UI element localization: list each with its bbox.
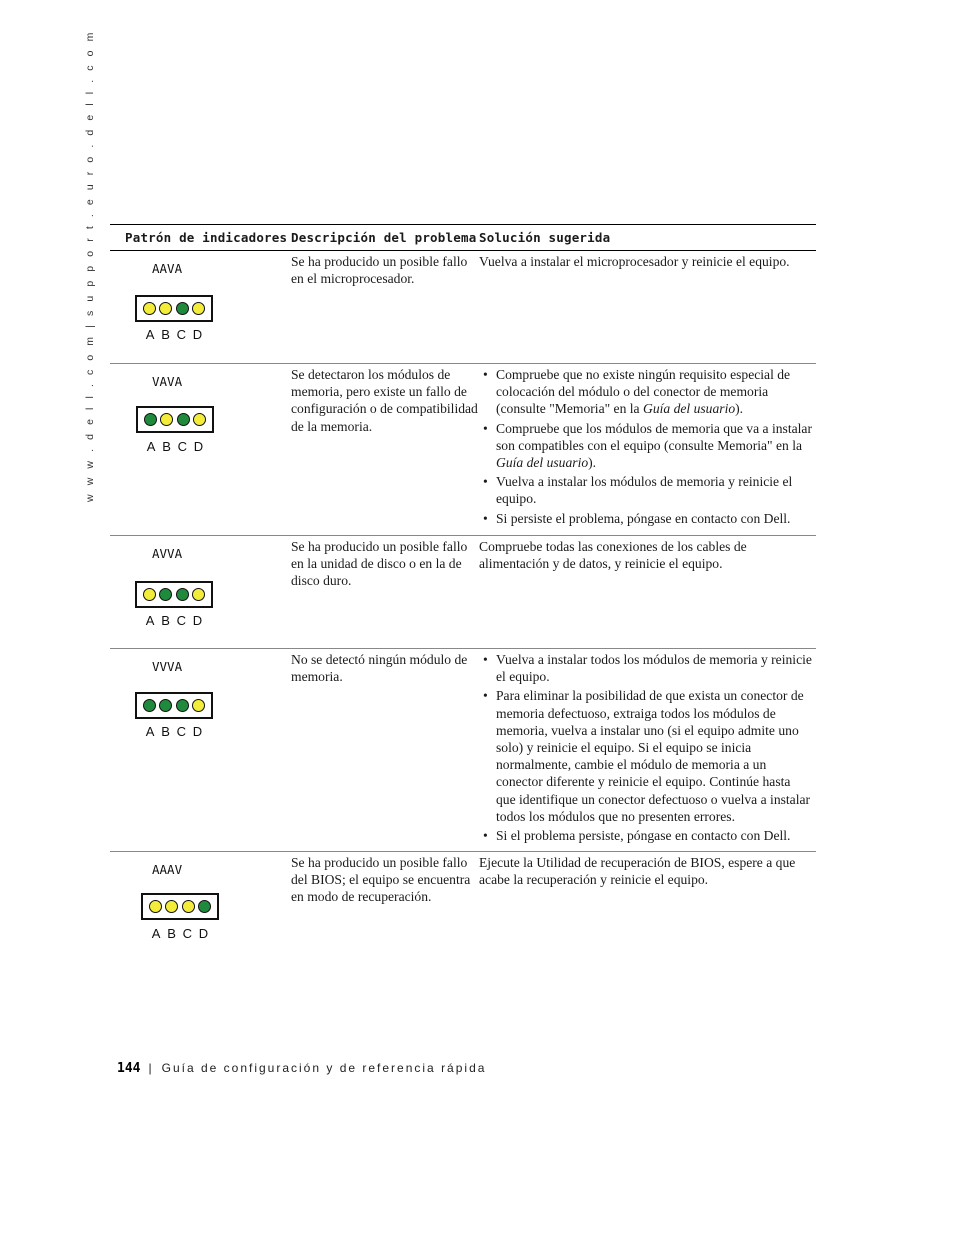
page-number: 144: [117, 1061, 141, 1076]
page-footer: [117, 1061, 486, 1076]
led-letter: C: [177, 439, 188, 454]
table-header: [110, 224, 816, 251]
led-panel: [135, 295, 213, 322]
led-yellow-icon: [193, 413, 206, 426]
led-yellow-icon: [192, 588, 205, 601]
led-yellow-icon: [159, 302, 172, 315]
led-green-icon: [144, 413, 157, 426]
led-letters: [135, 326, 213, 343]
led-letter: D: [192, 613, 203, 628]
led-letters: [135, 612, 213, 629]
solution-bullet: • Si el problema persiste, póngase en contacto con Dell.: [479, 827, 812, 844]
led-letter: A: [146, 439, 156, 454]
led-letter: B: [162, 439, 171, 454]
led-green-icon: [143, 699, 156, 712]
led-letter: C: [176, 613, 187, 628]
header-description: Descripción del problema: [291, 230, 477, 245]
led-letter: B: [167, 926, 176, 941]
led-yellow-icon: [149, 900, 162, 913]
led-green-icon: [176, 302, 189, 315]
problem-description: No se detectó ningún módulo de memoria.: [291, 652, 468, 685]
led-green-icon: [177, 413, 190, 426]
solution-bullet: • Si persiste el problema, póngase en contacto con Dell.: [479, 510, 812, 527]
led-yellow-icon: [182, 900, 195, 913]
led-yellow-icon: [160, 413, 173, 426]
led-letter: A: [151, 926, 161, 941]
led-letter: B: [161, 327, 170, 342]
led-yellow-icon: [143, 588, 156, 601]
solution-list: [479, 366, 812, 527]
led-green-icon: [159, 588, 172, 601]
footer-title: Guía de configuración y de referencia rápida: [161, 1061, 487, 1075]
problem-description: Se ha producido un posible fallo en la unidad de disco o en la de disco duro.: [291, 539, 468, 589]
led-letter: C: [182, 926, 193, 941]
led-diagnostics-table: [110, 224, 816, 952]
table-row: [110, 649, 816, 852]
header-pattern: Patrón de indicadores: [125, 230, 288, 245]
footer-separator: |: [148, 1061, 152, 1075]
solution-bullet: • Vuelva a instalar todos los módulos de memoria y reinicie el equipo.: [479, 651, 812, 685]
table-row: [110, 852, 816, 952]
table-row: [110, 364, 816, 536]
led-letter: C: [176, 724, 187, 739]
led-yellow-icon: [192, 302, 205, 315]
led-green-icon: [176, 588, 189, 601]
problem-description: Se ha producido un posible fallo del BIOS; el equipo se encuentra en modo de recuperación.: [291, 855, 471, 905]
solution-bullet: • Vuelva a instalar los módulos de memoria y reinicie el equipo.: [479, 473, 812, 507]
side-url: w w w . d e l l . c o m | s u p p o r t . e u r o . d e l l . c o m: [84, 29, 96, 502]
led-yellow-icon: [165, 900, 178, 913]
led-panel: [135, 692, 213, 719]
table-row: [110, 536, 816, 649]
led-letter: C: [176, 327, 187, 342]
pattern-code: VAVA: [152, 374, 183, 389]
solution-list: [479, 651, 812, 844]
guide-title: Guía del usuario: [643, 401, 736, 417]
led-letter: D: [192, 724, 203, 739]
led-yellow-icon: [143, 302, 156, 315]
led-green-icon: [198, 900, 211, 913]
problem-description: Se detectaron los módulos de memoria, pero existe un fallo de configuración o de compatibilidad de la memoria.: [291, 367, 478, 434]
led-green-icon: [159, 699, 172, 712]
suggested-solution: Vuelva a instalar el microprocesador y reinicie el equipo.: [479, 254, 790, 269]
led-panel: [141, 893, 219, 920]
table-row: [110, 251, 816, 364]
pattern-code: VVVA: [152, 659, 183, 674]
suggested-solution: Ejecute la Utilidad de recuperación de BIOS, espere a que acabe la recuperación y reinicie el equipo.: [479, 855, 796, 888]
led-panel: [135, 581, 213, 608]
solution-bullet: • Para eliminar la posibilidad de que exista un conector de memoria defectuoso, extraiga todos los módulos de memoria, vuelva a instalar uno (si el equipo admite uno solo) y reinicie el equipo. Si el equipo se inicia normalmente, cambie el módulo de memoria a un conector diferente y reinicie el equipo. Continúe hasta que identifique un conector defectuoso o vuelva a instalar todos los módulos que no presenten errores.: [479, 687, 812, 825]
led-letters: [141, 925, 219, 942]
led-yellow-icon: [192, 699, 205, 712]
pattern-code: AAAV: [152, 862, 183, 877]
led-letter: D: [192, 327, 203, 342]
led-letter: D: [193, 439, 204, 454]
solution-bullet: • Compruebe que no existe ningún requisito especial de colocación del módulo o del conector de memoria (consulte "Memoria" en la Guía del usuario).: [479, 366, 812, 418]
led-panel: [136, 406, 214, 433]
led-green-icon: [176, 699, 189, 712]
pattern-code: AVVA: [152, 546, 183, 561]
pattern-code: AAVA: [152, 261, 183, 276]
led-letters: [135, 723, 213, 740]
led-letter: A: [145, 613, 155, 628]
guide-title: Guía del usuario: [496, 455, 589, 471]
led-letter: A: [145, 724, 155, 739]
problem-description: Se ha producido un posible fallo en el microprocesador.: [291, 254, 468, 287]
led-letters: [136, 438, 214, 455]
suggested-solution: Compruebe todas las conexiones de los cables de alimentación y de datos, y reinicie el equipo.: [479, 539, 747, 572]
led-letter: D: [198, 926, 209, 941]
solution-bullet: • Compruebe que los módulos de memoria que va a instalar son compatibles con el equipo (consulte Memoria" en la Guía del usuario).: [479, 420, 812, 472]
led-letter: A: [145, 327, 155, 342]
header-solution: Solución sugerida: [479, 230, 611, 245]
led-letter: B: [161, 613, 170, 628]
led-letter: B: [161, 724, 170, 739]
